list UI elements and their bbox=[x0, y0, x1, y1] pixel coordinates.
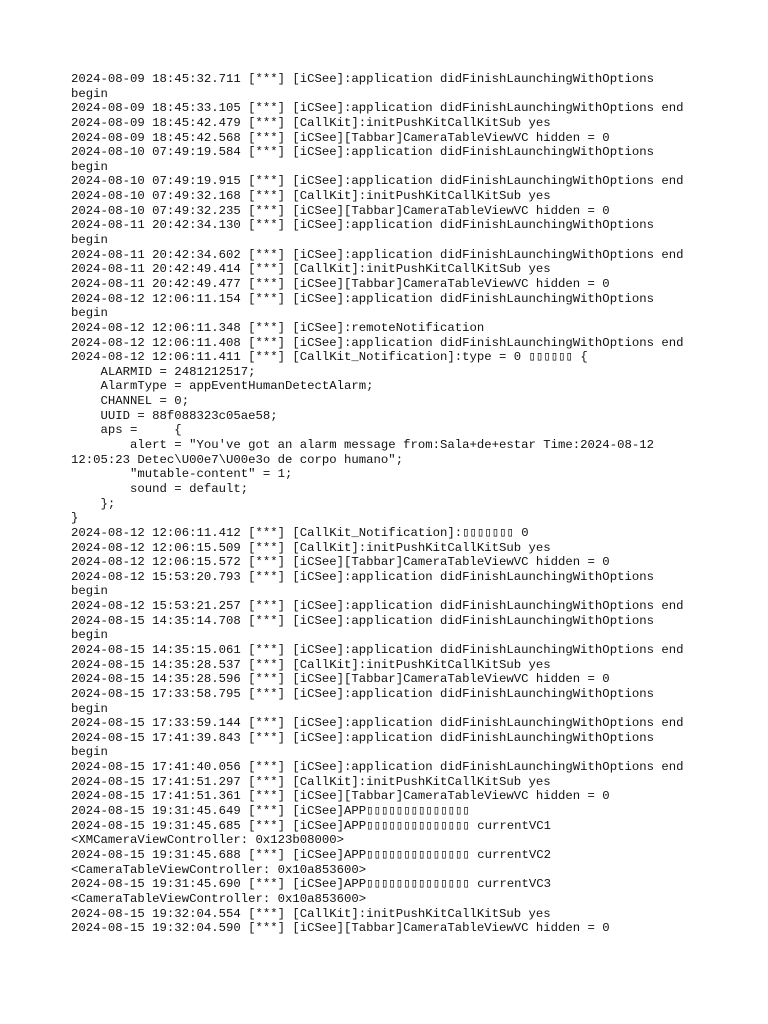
log-line: begin bbox=[71, 306, 108, 321]
log-line: 2024-08-15 19:31:45.688 [***] [iCSee]APP▯▯▯▯▯▯▯▯▯▯▯▯▯▯ currentVC2 bbox=[71, 847, 551, 862]
log-line: begin bbox=[71, 584, 108, 599]
log-line: CHANNEL = 0; bbox=[71, 394, 190, 409]
log-line: 2024-08-15 19:31:45.690 [***] [iCSee]APP▯▯▯▯▯▯▯▯▯▯▯▯▯▯ currentVC3 bbox=[71, 877, 551, 892]
log-line: <XMCameraViewController: 0x123b08000> bbox=[71, 833, 345, 848]
log-line: begin bbox=[71, 628, 108, 643]
log-line: 2024-08-15 19:31:45.685 [***] [iCSee]APP▯▯▯▯▯▯▯▯▯▯▯▯▯▯ currentVC1 bbox=[71, 818, 551, 833]
log-line: 2024-08-11 20:42:49.414 [***] [CallKit]:initPushKitCallKitSub yes bbox=[71, 262, 551, 277]
log-line: begin bbox=[71, 745, 108, 760]
log-line: 2024-08-15 19:32:04.590 [***] [iCSee][Tabbar]CameraTableViewVC hidden = 0 bbox=[71, 921, 610, 936]
log-line: 2024-08-15 17:41:40.056 [***] [iCSee]:application didFinishLaunchingWithOptions end bbox=[71, 760, 684, 775]
log-line: } bbox=[71, 511, 79, 526]
log-line: <CameraTableViewController: 0x10a853600> bbox=[71, 862, 367, 877]
log-line: 2024-08-10 07:49:32.168 [***] [CallKit]:initPushKitCallKitSub yes bbox=[71, 189, 551, 204]
log-line: 2024-08-15 19:31:45.649 [***] [iCSee]APP▯▯▯▯▯▯▯▯▯▯▯▯▯▯ bbox=[71, 804, 470, 819]
log-line: 2024-08-10 07:49:19.584 [***] [iCSee]:application didFinishLaunchingWithOptions bbox=[71, 145, 654, 160]
log-line: 2024-08-10 07:49:32.235 [***] [iCSee][Tabbar]CameraTableViewVC hidden = 0 bbox=[71, 203, 610, 218]
log-line: 2024-08-12 12:06:15.572 [***] [iCSee][Tabbar]CameraTableViewVC hidden = 0 bbox=[71, 555, 610, 570]
log-line: 2024-08-15 17:33:59.144 [***] [iCSee]:application didFinishLaunchingWithOptions end bbox=[71, 716, 684, 731]
log-line: 2024-08-15 17:41:39.843 [***] [iCSee]:application didFinishLaunchingWithOptions bbox=[71, 730, 654, 745]
log-line: 2024-08-15 19:32:04.554 [***] [CallKit]:initPushKitCallKitSub yes bbox=[71, 906, 551, 921]
log-line: 2024-08-15 17:41:51.361 [***] [iCSee][Tabbar]CameraTableViewVC hidden = 0 bbox=[71, 789, 610, 804]
log-line: UUID = 88f088323c05ae58; bbox=[71, 408, 278, 423]
log-line: 2024-08-12 15:53:20.793 [***] [iCSee]:application didFinishLaunchingWithOptions bbox=[71, 569, 654, 584]
log-line: 2024-08-11 20:42:34.602 [***] [iCSee]:application didFinishLaunchingWithOptions end bbox=[71, 247, 684, 262]
log-line: 2024-08-09 18:45:42.479 [***] [CallKit]:initPushKitCallKitSub yes bbox=[71, 115, 551, 130]
log-line: 2024-08-15 14:35:28.596 [***] [iCSee][Tabbar]CameraTableViewVC hidden = 0 bbox=[71, 672, 610, 687]
log-line: 2024-08-12 12:06:11.411 [***] [CallKit_Notification]:type = 0 ▯▯▯▯▯▯ { bbox=[71, 350, 588, 365]
log-line: <CameraTableViewController: 0x10a853600> bbox=[71, 891, 367, 906]
log-line: 2024-08-12 12:06:11.154 [***] [iCSee]:application didFinishLaunchingWithOptions bbox=[71, 291, 654, 306]
log-line: begin bbox=[71, 233, 108, 248]
log-line: ALARMID = 2481212517; bbox=[71, 364, 256, 379]
log-line: 2024-08-12 12:06:11.348 [***] [iCSee]:remoteNotification bbox=[71, 320, 485, 335]
log-line: 2024-08-15 17:41:51.297 [***] [CallKit]:initPushKitCallKitSub yes bbox=[71, 774, 551, 789]
log-line: 2024-08-12 12:06:11.412 [***] [CallKit_Notification]:▯▯▯▯▯▯▯ 0 bbox=[71, 525, 529, 540]
log-line: 2024-08-09 18:45:33.105 [***] [iCSee]:application didFinishLaunchingWithOptions end bbox=[71, 101, 684, 116]
log-line: 2024-08-09 18:45:32.711 [***] [iCSee]:application didFinishLaunchingWithOptions bbox=[71, 72, 654, 86]
log-line: sound = default; bbox=[71, 481, 249, 496]
log-line: 2024-08-15 14:35:14.708 [***] [iCSee]:application didFinishLaunchingWithOptions bbox=[71, 613, 654, 628]
log-line: 2024-08-11 20:42:34.130 [***] [iCSee]:application didFinishLaunchingWithOptions bbox=[71, 218, 654, 233]
log-line: 2024-08-12 12:06:11.408 [***] [iCSee]:application didFinishLaunchingWithOptions end bbox=[71, 335, 684, 350]
log-line: 2024-08-15 17:33:58.795 [***] [iCSee]:application didFinishLaunchingWithOptions bbox=[71, 686, 654, 701]
log-line: "mutable-content" = 1; bbox=[71, 467, 293, 482]
log-line: begin bbox=[71, 86, 108, 101]
log-line: 2024-08-15 14:35:28.537 [***] [CallKit]:initPushKitCallKitSub yes bbox=[71, 657, 551, 672]
log-line: 2024-08-09 18:45:42.568 [***] [iCSee][Tabbar]CameraTableViewVC hidden = 0 bbox=[71, 130, 610, 145]
log-document bbox=[71, 72, 748, 936]
log-line: alert = "You've got an alarm message from:Sala+de+estar Time:2024-08-12 bbox=[71, 438, 654, 453]
log-line: 2024-08-11 20:42:49.477 [***] [iCSee][Tabbar]CameraTableViewVC hidden = 0 bbox=[71, 276, 610, 291]
log-line: 2024-08-10 07:49:19.915 [***] [iCSee]:application didFinishLaunchingWithOptions end bbox=[71, 174, 684, 189]
log-line: 2024-08-12 12:06:15.509 [***] [CallKit]:initPushKitCallKitSub yes bbox=[71, 540, 551, 555]
log-line: begin bbox=[71, 159, 108, 174]
log-line: 12:05:23 Detec\U00e7\U00e3o de corpo humano"; bbox=[71, 452, 404, 467]
log-line: aps = { bbox=[71, 423, 182, 438]
log-line: AlarmType = appEventHumanDetectAlarm; bbox=[71, 379, 374, 394]
log-line: 2024-08-15 14:35:15.061 [***] [iCSee]:application didFinishLaunchingWithOptions end bbox=[71, 642, 684, 657]
log-line: begin bbox=[71, 701, 108, 716]
log-line: }; bbox=[71, 496, 116, 511]
log-line: 2024-08-12 15:53:21.257 [***] [iCSee]:application didFinishLaunchingWithOptions end bbox=[71, 599, 684, 614]
